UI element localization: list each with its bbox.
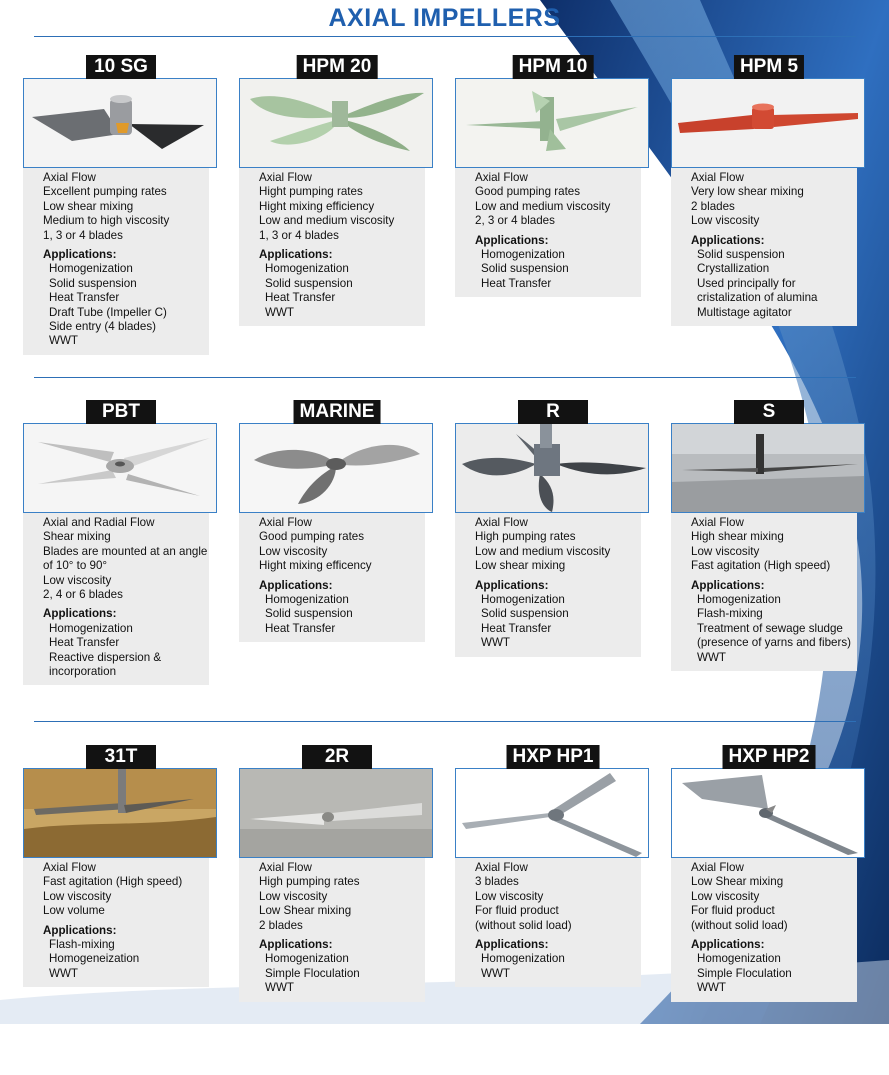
impeller-description: [671, 858, 857, 1002]
spec-line: Medium to high viscosity: [43, 214, 170, 228]
application-line: (presence of yarns and fibers): [697, 636, 852, 650]
spec-line: Axial Flow: [475, 861, 528, 874]
application-line: incorporation: [49, 665, 117, 679]
impeller-card: [455, 745, 651, 1075]
impeller-image: [455, 768, 649, 858]
impeller-description: [455, 168, 641, 297]
impeller-name: MARINE: [294, 400, 381, 424]
impeller-name: HXP HP1: [507, 745, 600, 769]
impeller-image: [455, 423, 649, 513]
impeller-description: [239, 168, 425, 326]
application-line: Heat Transfer: [481, 621, 552, 635]
impeller-name: 31T: [86, 745, 156, 769]
application-line: Homogenization: [697, 952, 781, 966]
spec-line: Low viscosity: [259, 544, 328, 558]
applications-heading: Applications:: [259, 938, 333, 952]
impeller-description: [455, 858, 641, 987]
spec-line: Low viscosity: [691, 889, 760, 903]
impeller-name: 10 SG: [86, 55, 156, 79]
application-line: Crystallization: [697, 262, 770, 276]
applications-heading: Applications:: [475, 578, 549, 592]
application-line: WWT: [697, 981, 726, 995]
impeller-description: [23, 168, 209, 355]
application-line: WWT: [265, 305, 294, 319]
spec-line: 2, 3 or 4 blades: [475, 214, 555, 228]
spec-line: Fast agitation (High speed): [691, 559, 831, 573]
impeller-card: [671, 745, 867, 1075]
spec-line: Hight pumping rates: [259, 185, 363, 199]
spec-line: Axial Flow: [691, 516, 744, 529]
application-line: cristalization of alumina: [697, 291, 818, 305]
application-line: Simple Floculation: [697, 966, 792, 980]
impeller-image: [23, 768, 217, 858]
spec-line: (without solid load): [475, 918, 572, 932]
impeller-card: [455, 55, 651, 385]
application-line: Heat Transfer: [481, 276, 552, 290]
spec-line: Low viscosity: [691, 544, 760, 558]
spec-line: Blades are mounted at an angle: [43, 544, 208, 558]
impeller-name: 2R: [302, 745, 372, 769]
application-line: Homogenization: [49, 621, 133, 635]
impeller-image: [23, 78, 217, 168]
impeller-card: [23, 400, 219, 730]
application-line: Solid suspension: [481, 607, 569, 621]
application-line: Homogenization: [697, 593, 781, 607]
impeller-description: [455, 513, 641, 657]
spec-line: Excellent pumping rates: [43, 185, 167, 199]
spec-line: Low volume: [43, 904, 105, 918]
spec-line: High shear mixing: [691, 530, 784, 544]
spec-line: Axial Flow: [691, 861, 744, 874]
spec-line: For fluid product: [691, 904, 775, 918]
application-line: WWT: [481, 966, 510, 980]
application-line: Treatment of sewage sludge: [697, 621, 843, 635]
applications-heading: Applications:: [475, 938, 549, 952]
spec-line: Axial Flow: [259, 861, 312, 874]
spec-line: Axial and Radial Flow: [43, 516, 155, 529]
impeller-name: PBT: [86, 400, 156, 424]
application-line: Homogenization: [265, 952, 349, 966]
spec-line: Hight mixing efficiency: [259, 199, 375, 213]
spec-line: Low viscosity: [43, 573, 112, 587]
applications-heading: Applications:: [691, 938, 765, 952]
spec-line: Hight mixing efficency: [259, 559, 372, 573]
application-line: Simple Floculation: [265, 966, 360, 980]
impeller-name: HXP HP2: [723, 745, 816, 769]
application-line: WWT: [49, 966, 78, 980]
spec-line: Good pumping rates: [475, 185, 581, 199]
spec-line: 2 blades: [691, 199, 735, 213]
spec-line: High pumping rates: [259, 875, 360, 889]
spec-line: Fast agitation (High speed): [43, 875, 183, 889]
impeller-card: [23, 745, 219, 1075]
application-line: Solid suspension: [697, 248, 785, 262]
spec-line: Low viscosity: [475, 889, 544, 903]
impeller-image: [23, 423, 217, 513]
impeller-image: [455, 78, 649, 168]
impeller-description: [239, 513, 425, 642]
application-line: Homogenization: [49, 262, 133, 276]
application-line: Solid suspension: [481, 262, 569, 276]
impeller-card: [239, 400, 435, 730]
impeller-image: [239, 423, 433, 513]
spec-line: 1, 3 or 4 blades: [259, 228, 339, 242]
spec-line: For fluid product: [475, 904, 559, 918]
spec-line: Good pumping rates: [259, 530, 365, 544]
spec-line: Low shear mixing: [43, 199, 134, 213]
application-line: Homogeneization: [49, 952, 140, 966]
application-line: Heat Transfer: [265, 291, 336, 305]
impeller-card: [455, 400, 651, 730]
application-line: Draft Tube (Impeller C): [49, 305, 167, 319]
application-line: Homogenization: [265, 593, 349, 607]
impeller-image: [671, 768, 865, 858]
spec-line: Axial Flow: [43, 171, 96, 184]
spec-line: Low and medium viscosity: [475, 544, 611, 558]
applications-heading: Applications:: [43, 607, 117, 621]
applications-heading: Applications:: [259, 578, 333, 592]
spec-line: 2 blades: [259, 918, 303, 932]
spec-line: Axial Flow: [691, 171, 744, 184]
application-line: Heat Transfer: [265, 621, 336, 635]
spec-line: Low viscosity: [259, 889, 328, 903]
application-line: WWT: [265, 981, 294, 995]
application-line: Solid suspension: [49, 276, 137, 290]
spec-line: Very low shear mixing: [691, 185, 804, 199]
spec-line: Axial Flow: [259, 516, 312, 529]
application-line: Homogenization: [481, 952, 565, 966]
impeller-image: [239, 768, 433, 858]
spec-line: Axial Flow: [475, 171, 528, 184]
application-line: WWT: [481, 636, 510, 650]
spec-line: Low viscosity: [691, 214, 760, 228]
spec-line: (without solid load): [691, 918, 788, 932]
application-line: Reactive dispersion &: [49, 650, 162, 664]
spec-line: of 10° to 90°: [43, 559, 108, 573]
spec-line: Low Shear mixing: [259, 904, 352, 918]
impeller-image: [671, 423, 865, 513]
impeller-card: [23, 55, 219, 385]
application-line: Used principally for: [697, 276, 796, 290]
impeller-card: [671, 55, 867, 385]
impeller-name: HPM 5: [734, 55, 804, 79]
impeller-description: [23, 858, 209, 987]
impeller-description: [671, 168, 857, 326]
application-line: Heat Transfer: [49, 636, 120, 650]
impeller-image: [671, 78, 865, 168]
spec-line: 1, 3 or 4 blades: [43, 228, 123, 242]
title-rule: [34, 36, 856, 37]
impeller-card: [671, 400, 867, 730]
spec-line: Low viscosity: [43, 889, 112, 903]
applications-heading: Applications:: [691, 578, 765, 592]
spec-line: High pumping rates: [475, 530, 576, 544]
spec-line: Axial Flow: [475, 516, 528, 529]
spec-line: 3 blades: [475, 875, 519, 889]
impeller-name: HPM 20: [297, 55, 378, 79]
impeller-name: R: [518, 400, 588, 424]
application-line: Flash-mixing: [49, 938, 115, 952]
spec-line: Low shear mixing: [475, 559, 566, 573]
applications-heading: Applications:: [475, 233, 549, 247]
impeller-description: [239, 858, 425, 1002]
application-line: Flash-mixing: [697, 607, 763, 621]
applications-heading: Applications:: [43, 248, 117, 262]
spec-line: Low Shear mixing: [691, 875, 784, 889]
spec-line: 2, 4 or 6 blades: [43, 588, 123, 602]
spec-line: Axial Flow: [43, 861, 96, 874]
impeller-description: [671, 513, 857, 671]
spec-line: Low and medium viscosity: [259, 214, 395, 228]
spec-line: Low and medium viscosity: [475, 199, 611, 213]
application-line: Heat Transfer: [49, 291, 120, 305]
application-line: Multistage agitator: [697, 305, 792, 319]
impeller-card: [239, 55, 435, 385]
application-line: Homogenization: [481, 593, 565, 607]
application-line: Homogenization: [481, 248, 565, 262]
page-title: AXIAL IMPELLERS: [328, 4, 561, 32]
application-line: WWT: [697, 650, 726, 664]
impeller-name: S: [734, 400, 804, 424]
impeller-card: [239, 745, 435, 1075]
impeller-name: HPM 10: [513, 55, 594, 79]
application-line: WWT: [49, 334, 78, 348]
application-line: Homogenization: [265, 262, 349, 276]
impeller-description: [23, 513, 209, 685]
applications-heading: Applications:: [43, 923, 117, 937]
application-line: Solid suspension: [265, 607, 353, 621]
applications-heading: Applications:: [691, 233, 765, 247]
spec-line: Shear mixing: [43, 530, 111, 544]
application-line: Side entry (4 blades): [49, 320, 156, 334]
spec-line: Axial Flow: [259, 171, 312, 184]
impeller-image: [239, 78, 433, 168]
application-line: Solid suspension: [265, 276, 353, 290]
applications-heading: Applications:: [259, 248, 333, 262]
